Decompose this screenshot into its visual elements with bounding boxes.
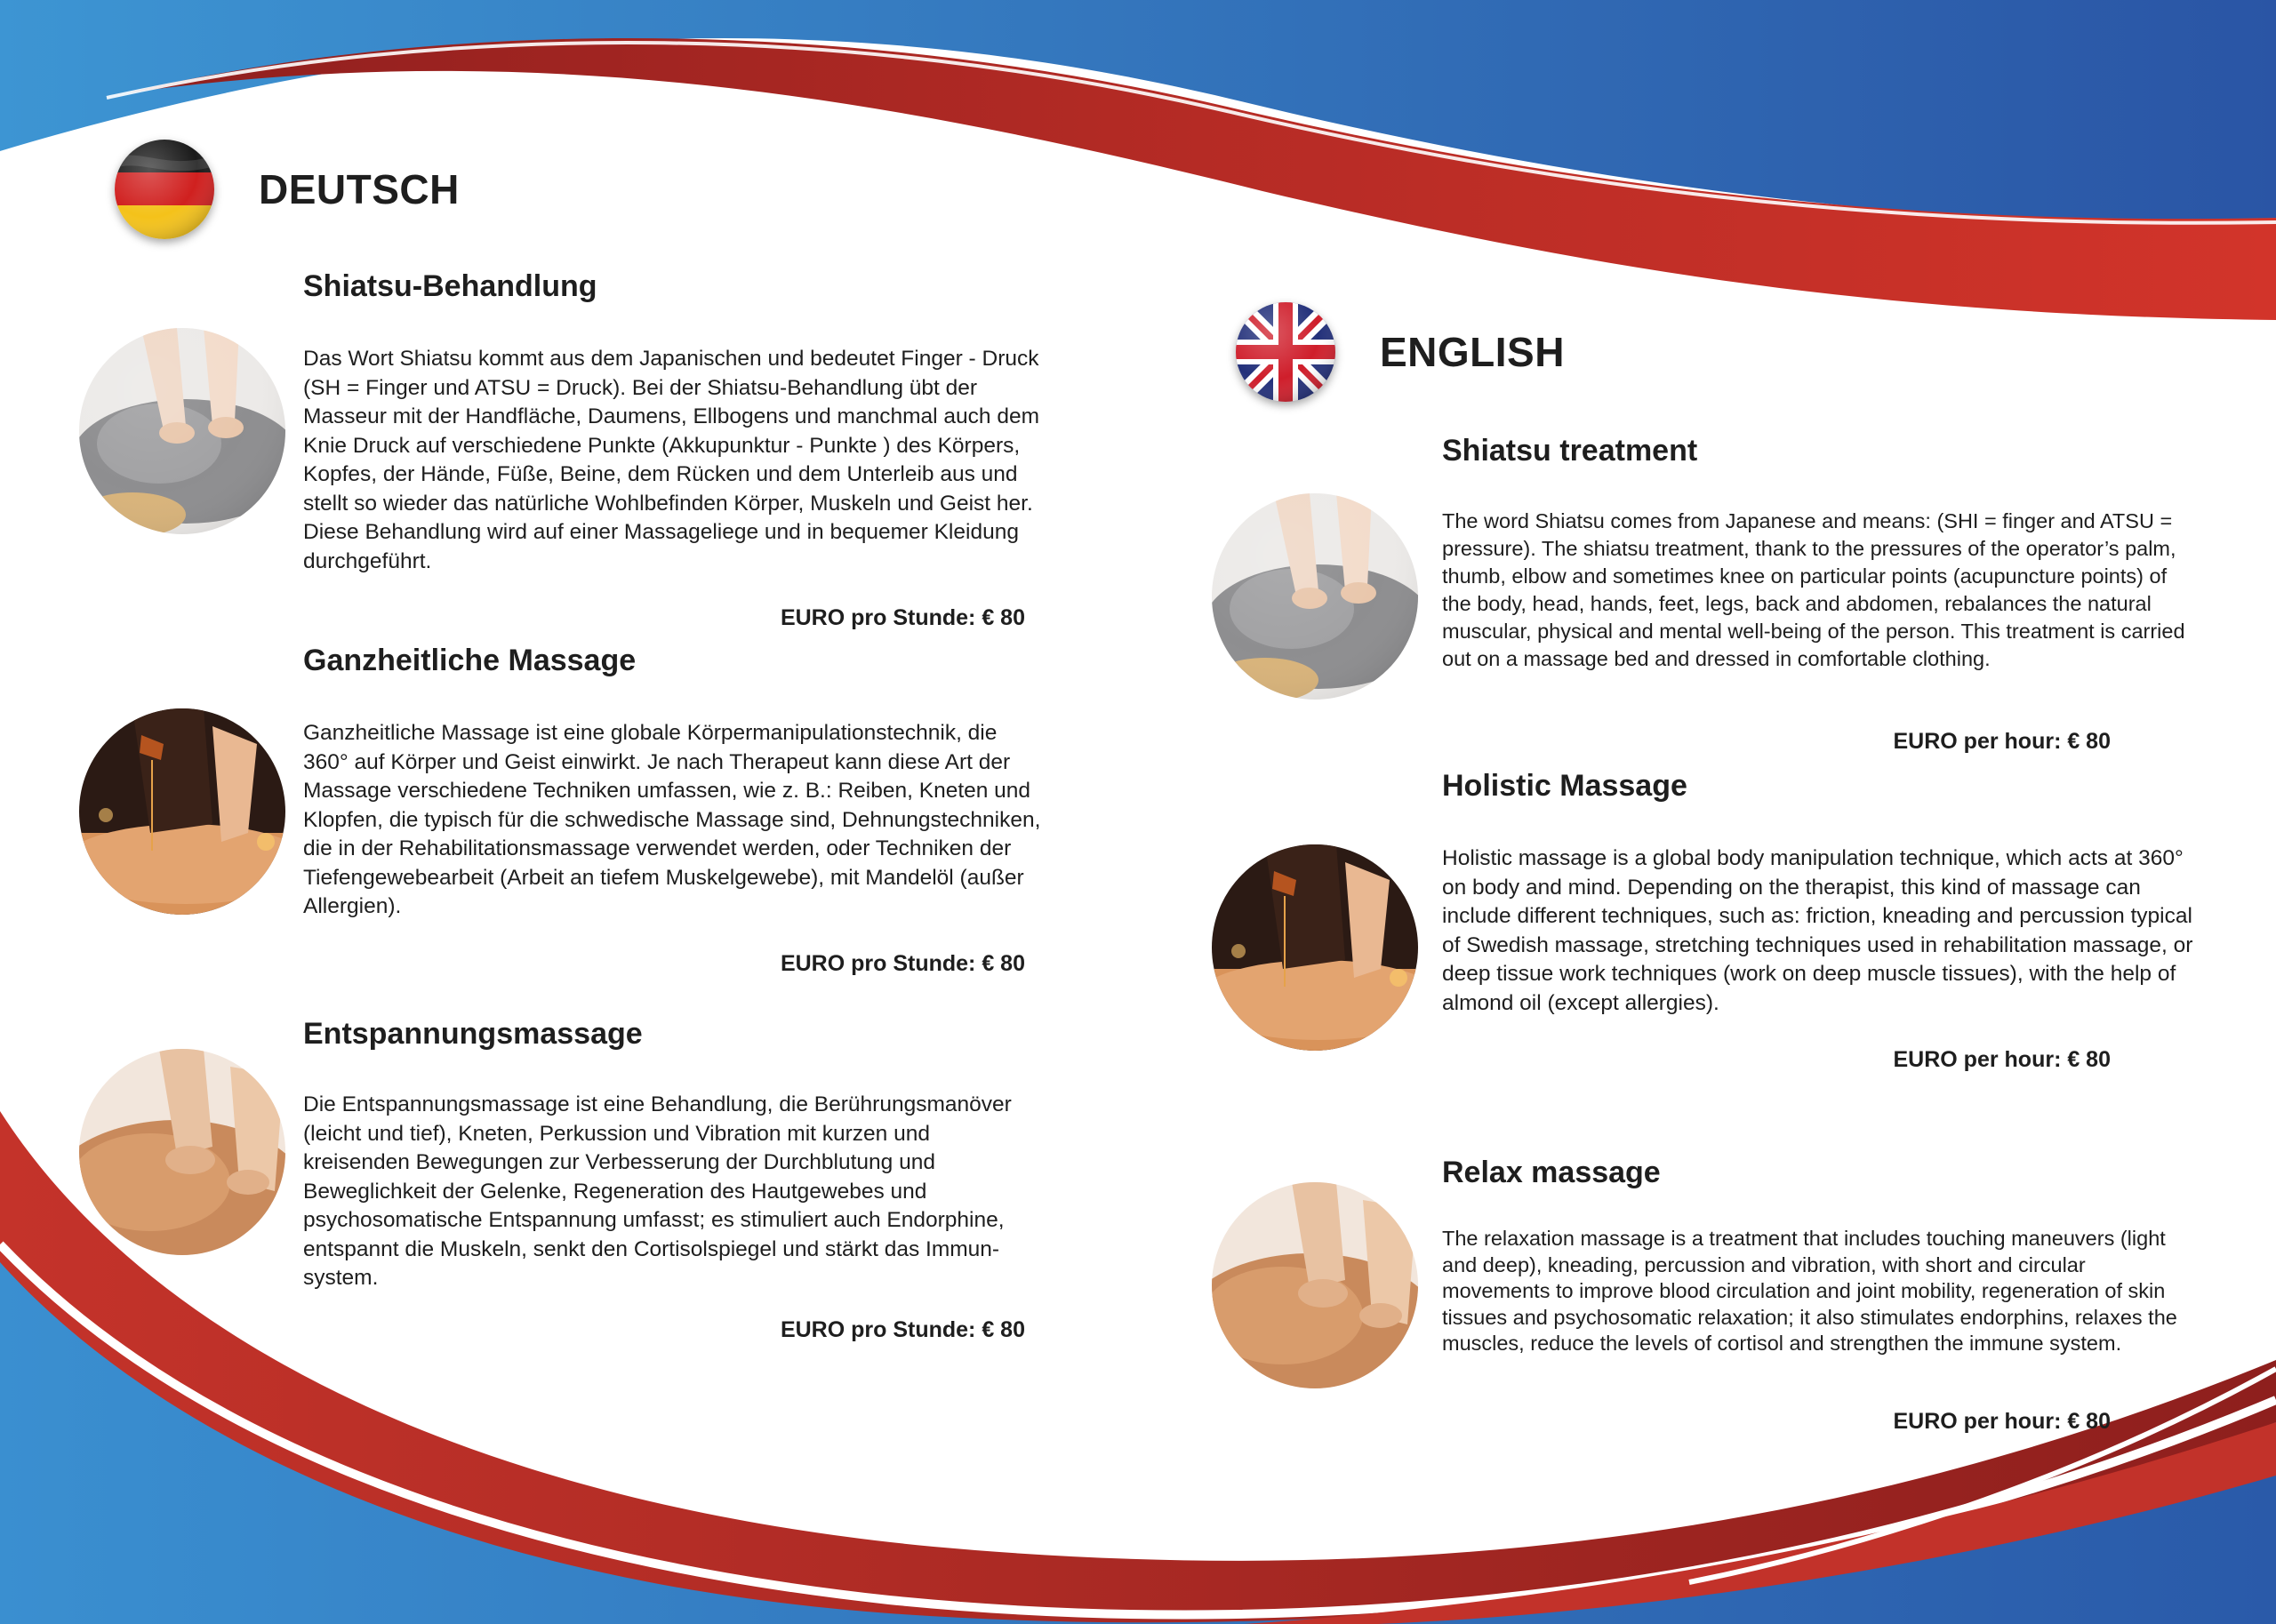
germany-flag-icon [115,140,214,239]
service-price: EURO per hour: € 80 [1893,1047,2111,1072]
service-price: EURO pro Stunde: € 80 [780,951,1025,976]
deutsch-header [115,140,460,239]
holistic-massage-photo [1212,844,1418,1051]
service-description: The word Shiatsu comes from Japanese and means: (SHI = finger and ATSU = pressure). The shiatsu treatment, thank to the pressures of the operator’s palm, thumb, elbow and sometimes knee on particular points (acupuncture points) of the body, head, hands, feet, legs, back and abdomen, rebalances the natural muscular, physical and mental well-being of the person. This treatment is carried out on a massage bed and dressed in comfortable clothing. [1442,509,2185,670]
service-description: Die Entspannungsmassage ist eine Behandlung, die Berührungsmanöver (leicht und tief), Kneten, Perkussion und Vibration mit kurzen und kreisenden Bewegungen zur Verbesserung der Durchblutung und Beweglichkeit der Gelenke, Regeneration des Hautgewebes und psychosomatische Entspannung umfasst; es stimuliert auch Endorphine, entspannt die Muskeln, senkt den Cortisolspiegel und stärkt das Immunsystem. [303,1092,1012,1290]
service-description: Holistic massage is a global body manipulation technique, which acts at 360° on body and mind. Depending on the therapist, this kind of massage can include different techniques, such as: friction, kneading and percussion typical of Swedish massage, stretching techniques used in rehabilitation massage, or deep tissue work techniques (work on deep muscle tissues), with the help of almond oil (except allergies). [1442,846,2193,1015]
service-price: EURO per hour: € 80 [1893,729,2111,754]
english-header [1236,302,1565,402]
service-title: Relax massage [1442,1156,1661,1189]
relaxation-massage-photo [79,1049,285,1255]
english-language-title: ENGLISH [1380,329,1565,375]
service-title: Shiatsu-Behandlung [303,269,597,303]
service-title: Ganzheitliche Massage [303,644,637,677]
deutsch-language-title: DEUTSCH [259,166,460,212]
service-title: Holistic Massage [1442,769,1687,803]
service-price: EURO pro Stunde: € 80 [780,1317,1025,1342]
service-title: Shiatsu treatment [1442,434,1698,468]
shiatsu-photo [1212,493,1418,700]
service-title: Entspannungsmassage [303,1017,643,1051]
service-description: Ganzheitliche Massage ist eine globale Körpermanipulationstechnik, die 360° auf Körper und Geist einwirkt. Je nach Therapeut kann diese Art der Massage verschiedene Techniken umfassen, wie z. B.: Reiben, Kneten und Klopfen, die typisch für die schwedische Massage sind, Dehnungstechniken, die in der Rehabilitationsmassage verwendet werden, oder Techniken der Tiefengewebearbeit (Arbeit an tiefem Muskelgewebe), mit Mandelöl (außer Allergien). [303,721,1041,918]
uk-flag-icon [1236,302,1335,402]
shiatsu-photo [79,328,285,534]
service-description: Das Wort Shiatsu kommt aus dem Japanischen und bedeutet Finger - Druck (SH = Finger und ATSU = Druck). Bei der Shiatsu-Behandlung übt der Masseur mit der Handfläche, Daumens, Ellbogens und manchmal auch dem Knie Druck auf verschiedene Punkte (Akkupunktur - Punkte ) des Körpers, Kopfes, der Hände, Füße, Beine, dem Rücken und dem Unterleib aus und stellt so wieder das natürliche Wohlbefinden Körper, Muskeln und Geist her. Diese Behandlung wird auf einer Massageliege und in bequemer Kleidung durchgeführt. [303,347,1039,573]
relaxation-massage-photo [1212,1182,1418,1388]
holistic-massage-photo [79,708,285,915]
service-price: EURO per hour: € 80 [1893,1409,2111,1434]
service-price: EURO pro Stunde: € 80 [780,605,1025,630]
service-description: The relaxation massage is a treatment that includes touching maneuvers (light and deep), kneading, percussion and vibration, with short and circular movements to improve blood circulation and joint mobility, regeneration of skin tissues and psychosomatic relaxation; it also stimulates endorphins, relaxes the muscles, reduce the levels of cortisol and strengthen the immune system. [1442,1227,2177,1355]
